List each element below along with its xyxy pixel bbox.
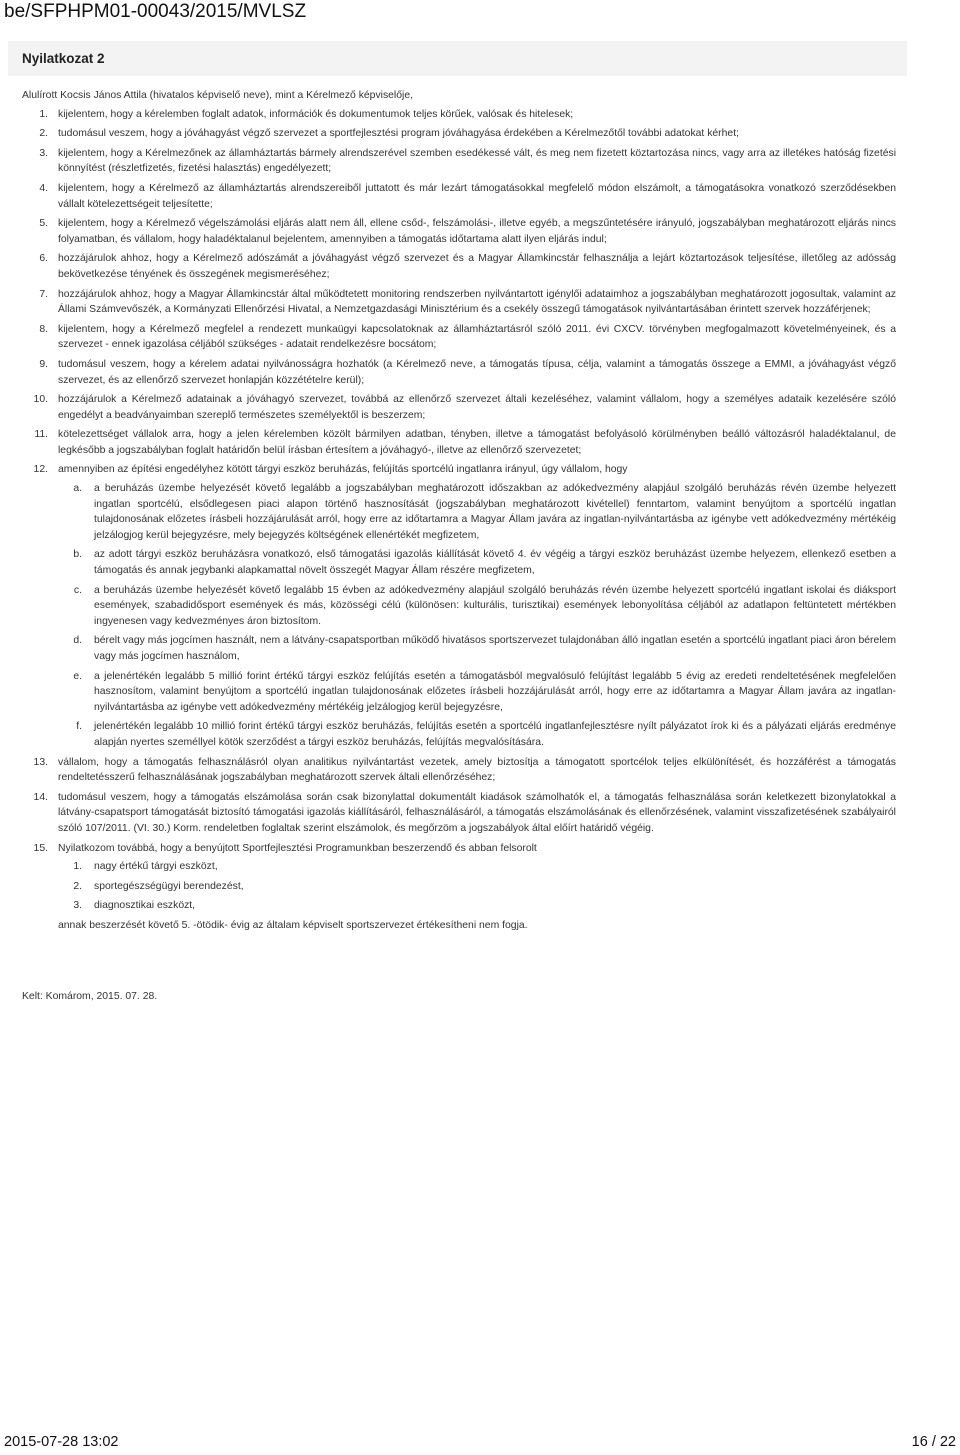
sub-list-item: [58, 633, 896, 664]
list-item: [22, 146, 896, 177]
item-text: kijelentem, hogy a Kérelmező végelszámolási eljárás alatt nem áll, ellene csőd-, felszámolási-, illetve egyéb, a megszűntetésére irányuló, jogszabályban meghatározott eljárás nincs folyamatban, és vállalom, hogy haladéktalanul bejelentem, amennyiben a támogatás időtartama alatt ilyen eljárás indul;: [58, 218, 896, 245]
declaration-content: [22, 88, 896, 938]
item-number: 14.: [33, 791, 48, 803]
sub-item-letter: a.: [73, 483, 82, 495]
list-item: [22, 216, 896, 247]
list-item: [22, 755, 896, 786]
sub-list-item: [58, 898, 896, 914]
item-number: 15.: [33, 842, 48, 854]
sub-item-letter: f.: [76, 721, 82, 733]
list-item: [22, 790, 896, 837]
sub-list-item: [58, 719, 896, 750]
sub-item-text: diagnosztikai eszközt,: [94, 900, 196, 912]
sub-item-text: jelenértékén legalább 10 millió forint értékű tárgyi eszköz beruházás, felújítás esetén a sportcélú ingatlanfejlesztésre nyílt pályázatot írok ki és a pályázati eljárás eredménye alapján nyertes személlyel kötök szerződést a tárgyi eszköz beruházás, felújítás megvalósítására.: [94, 721, 896, 748]
sub-list-item: [58, 669, 896, 716]
footer-page-number: 16 / 22: [911, 1434, 956, 1450]
list-item: [22, 181, 896, 212]
item-number: 10.: [33, 394, 48, 406]
sub-list: [58, 481, 896, 751]
item-text: kijelentem, hogy a kérelemben foglalt adatok, információk és dokumentumok teljes körűek, valósak és hitelesek;: [58, 108, 574, 120]
item-text: tudomásul veszem, hogy a támogatás elszámolása során csak bizonylattal dokumentált kiadások számolhatók el, a támogatás felhasználása során keletkezett bizonylatokkal a látvány-csapatsport támogatását biztosító támogatási igazolás kiállításáról, felhasználásáról, a támogatás elszámolásának és ellenőrzésének, valamint visszafizetésének szabályairól szóló 107/2011. (VI. 30.) Korm. rendeletben foglaltak szerint elszámolok, és megőrzöm a jogszabályok által előírt határidő végéig.: [58, 791, 896, 834]
sub-item-text: a beruházás üzembe helyezését követő legalább 15 évben az adókedvezmény alapjául szolgáló beruházás révén üzembe helyezett sportcélú ingatlant iskolai és diáksport események, szabadidősport események és más, közösségi célú (különösen: kulturális, turisztikai) események lebonyolítása céljából az adatlapon feltüntetett mértékben ingyenesen vagy kedvezményes áron biztosítom.: [94, 584, 896, 627]
item-text: vállalom, hogy a támogatás felhasználásról olyan analitikus nyilvántartást vezetek, amely biztosítja a támogatott sportcélok teljes elkülönítését, és hozzáférést a támogatás rendeltetésszerű felhasználásának jogszabályban meghatározott szervek általi ellenőrzéséhez;: [58, 756, 896, 784]
sub-item-letter: d.: [73, 635, 82, 647]
item-text: hozzájárulok ahhoz, hogy a Kérelmező adószámát a jóváhagyást végző szervezet és a Magyar Államkincstár felhasználja a lejárt köztartozások teljesítése, illetőleg az adósság bekövetkezése tényének és összegének megismeréséhez;: [58, 253, 896, 280]
item-text: tudomásul veszem, hogy a kérelem adatai nyilvánosságra hozhatók (a Kérelmező neve, a támogatás típusa, célja, valamint a támogatás összege a EMMI, a jóváhagyást végző szervezet, és az ellenőrző szervezet honlapján közzétételre kerül);: [58, 358, 896, 386]
item-text: kijelentem, hogy a Kérelmező az államháztartás alrendszereiből juttatott és már lezárt támogatásokkal megfelelő módon elszámolt, a támogatásokra vonatkozó szerződésekben vállalt kötelezettségeit teljesítette;: [58, 182, 896, 210]
date-place: Kelt: Komárom, 2015. 07. 28.: [22, 991, 158, 1002]
item-number: 5.: [39, 218, 48, 230]
sub-list-item: [58, 547, 896, 578]
list-item: [22, 427, 896, 458]
sub-item-letter: c.: [73, 584, 82, 596]
sub-item-text: a jelenértékén legalább 5 millió forint értékű tárgyi eszköz felújítás esetén a támogatásból megvalósuló felújítást legalább 5 évig az eredeti rendeltetésének megfelelően hasznosítom, valamint benyújtom a sportcélú ingatlan tulajdonosának előzetes írásbeli hozzájárulását arról, hogy erre az időtartamra a Magyar Állam javára az ingatlan-nyilvántartásba az igénybe vett adókedvezmény mértékéig jelzálogjog kerül bejegyzésre,: [94, 670, 896, 713]
list-item: [22, 357, 896, 388]
item-number: 4.: [39, 182, 48, 194]
item-number: 8.: [39, 323, 48, 335]
list-item: [22, 107, 896, 123]
sub-item-letter: e.: [73, 670, 82, 682]
item-text: Nyilatkozom továbbá, hogy a benyújtott Sportfejlesztési Programunkban beszerzendő és abban felsorolt: [58, 842, 537, 854]
sub-item-number: 2.: [73, 880, 82, 892]
declaration-list: [22, 107, 896, 934]
document-id: be/SFPHPM01-00043/2015/MVLSZ: [4, 1, 307, 22]
item-text: kijelentem, hogy a Kérelmezőnek az államháztartás bármely alrendszerével szemben esedékessé vált, és meg nem fizetett köztartozása nincs, vagy arra az illetékes hatóság fizetési könnyítést (részletfizetés, fizetési halasztás) engedélyezett;: [58, 147, 896, 175]
sub-list-item: [58, 481, 896, 543]
sub-item-letter: b.: [73, 549, 82, 561]
item-text: kijelentem, hogy a Kérelmező megfelel a rendezett munkaügyi kapcsolatoknak az államháztartásról szóló 2011. évi CXCV. törvényben megfogalmazott követelményeinek, és a szervezet - ennek igazolása céljából szükséges - adatait rendelkezésre bocsátom;: [58, 323, 896, 351]
list-item: [22, 251, 896, 282]
item-number: 11.: [34, 429, 48, 441]
section-title: Nyilatkozat 2: [8, 41, 907, 76]
item-text: kötelezettséget vállalok arra, hogy a jelen kérelemben közölt bármilyen adatban, tényben, illetve a támogatást befolyásoló körülményben beálló változásról haladéktalanul, de legkésőbb a jogszabályban foglalt határidőn belül írásban értesítem a jóváhagyó-, illetve az ellenőrző szervezetet;: [58, 429, 896, 456]
item-number: 1.: [39, 108, 48, 120]
sub-item-number: 3.: [73, 900, 82, 912]
sub-item-text: az adott tárgyi eszköz beruházásra vonatkozó, első támogatási igazolás kiállítását követő 4. év végéig a tárgyi eszköz beruházást üzembe helyezem, ellenkező esetben a támogatás és annak jegybanki alapkamattal növelt összegét Magyar Állam részére megfizetem,: [94, 549, 896, 577]
sub-item-number: 1.: [73, 861, 82, 873]
item-text: amennyiben az építési engedélyhez kötött tárgyi eszköz beruházás, felújítás sportcélú ingatlanra irányul, úgy vállalom, hogy: [58, 464, 628, 476]
item-text: hozzájárulok a Kérelmező adatainak a jóváhagyó szervezet, továbbá az ellenőrző szervezet általi kezeléséhez, valamint vállalom, hogy a személyes adataik kezelésére szóló engedélyt a beadványaimban szereplő természetes személyektől is beszerzem;: [58, 394, 896, 421]
list-item: [22, 841, 896, 934]
sub-item-text: nagy értékű tárgyi eszközt,: [94, 861, 218, 873]
list-item: [22, 462, 896, 750]
item-number: 12.: [33, 464, 48, 476]
list-item: [22, 287, 896, 318]
sub-item-text: a beruházás üzembe helyezését követő legalább a jogszabályban meghatározott időszakban az adókedvezmény alapjául szolgáló beruházás révén üzembe helyezett ingatlan sportcélú, elsődlegesen piaci alapon történő hasznosítását (jogszabályban meghatározott kivétellel) fenntartom, valamint benyújtom a sportcélú ingatlan tulajdonosának előzetes írásbeli hozzájárulását arról, hogy erre az időtartamra a Magyar Állam javára az ingatlan-nyilvántartásba az igénybe vett adókedvezmény mértékéig jelzálogjog kerül bejegyzésre, mely bejegyzés költségének ellenértékét megfizetem,: [94, 483, 896, 541]
list-item: [22, 126, 896, 142]
sub-list-item: [58, 583, 896, 630]
intro-text: Alulírott Kocsis János Attila (hivatalos képviselő neve), mint a Kérelmező képviselője,: [22, 90, 413, 101]
footer-timestamp: 2015-07-28 13:02: [4, 1434, 119, 1450]
item-number: 9.: [39, 358, 48, 370]
item-number: 6.: [39, 253, 48, 265]
sub-list-item: [58, 879, 896, 895]
item-15-tail: annak beszerzését követő 5. -ötödik- évig az általam képviselt sportszervezet értékesítheni nem fogja.: [58, 919, 528, 931]
sub-list-item: [58, 859, 896, 875]
list-item: [22, 322, 896, 353]
item-number: 13.: [33, 756, 48, 768]
sub-item-text: sportegészségügyi berendezést,: [94, 880, 244, 892]
item-text: tudomásul veszem, hogy a jóváhagyást végző szervezet a sportfejlesztési program jóváhagyása érdekében a Kérelmezőtől további adatokat kérhet;: [58, 128, 739, 140]
sub-list-15: [58, 859, 896, 914]
item-number: 7.: [39, 288, 48, 300]
sub-item-text: bérelt vagy más jogcímen használt, nem a látvány-csapatsportban működő hivatásos sportszervezet tulajdonában álló ingatlan esetén a sportcélú ingatlant piaci áron bérelem vagy más jogcímen használom,: [94, 635, 896, 662]
list-item: [22, 392, 896, 423]
item-number: 3.: [39, 147, 48, 159]
item-number: 2.: [39, 128, 48, 140]
item-text: hozzájárulok ahhoz, hogy a Magyar Államkincstár által működtetett monitoring rendszerben nyilvántartott igénylői adataimhoz a jogszabályban meghatározott jogosultak, valamint az Állami Számvevőszék, a Kormányzati Ellenőrzési Hivatal, a Nemzetgazdasági Minisztérium és a csekély összegű támogatások nyilvántartásában érintett szervek hozzáférjenek;: [58, 288, 896, 316]
